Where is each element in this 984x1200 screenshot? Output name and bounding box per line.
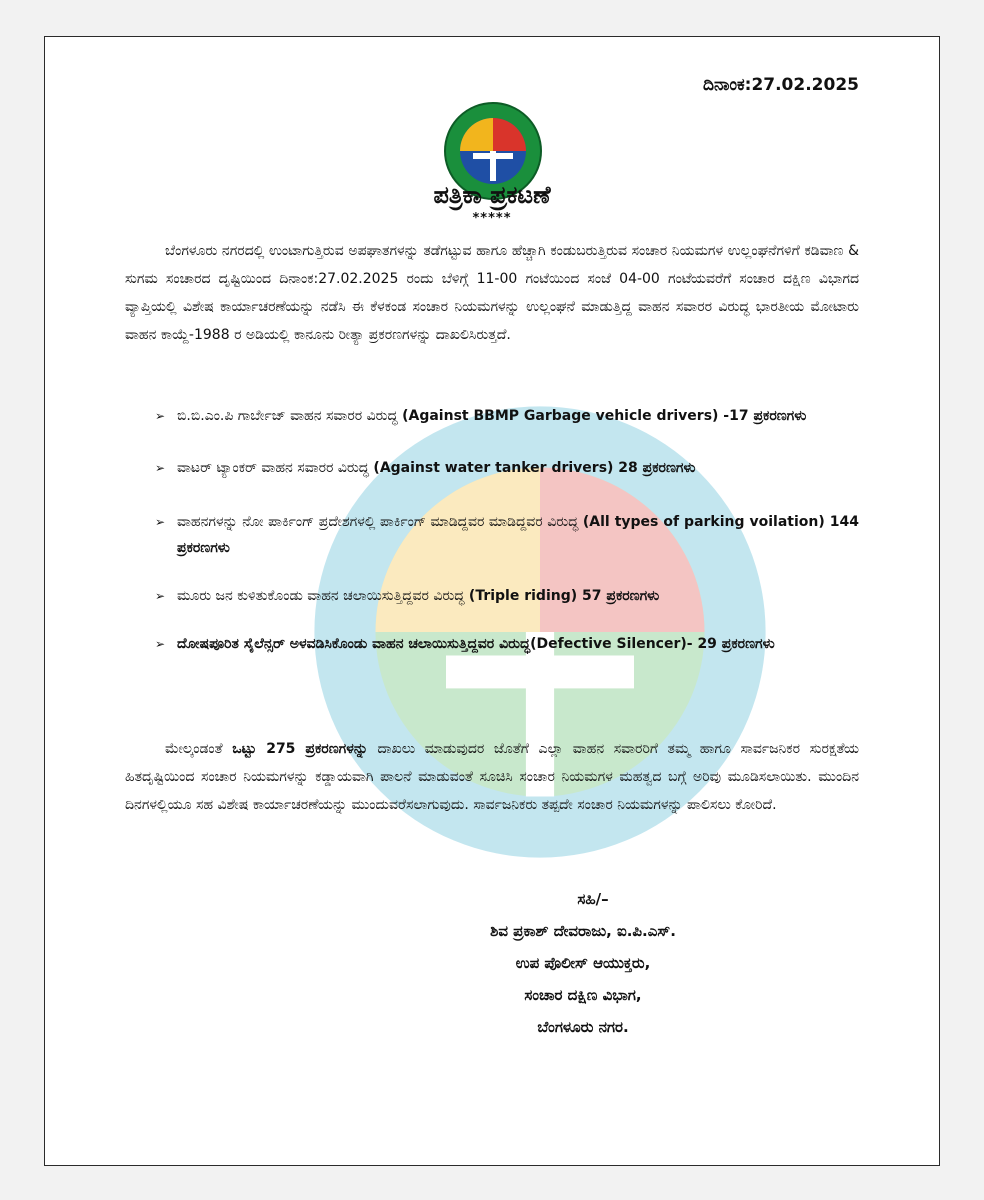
page-title: ಪತ್ರಿಕಾ ಪ್ರಕಟಣೆ — [433, 181, 551, 209]
document-content — [45, 37, 939, 1165]
bullet-bold-text: ದೋಷಪೂರಿತ ಸೈಲೆನ್ಸರ್ ಅಳವಡಿಸಿಕೊಂಡು ವಾಹನ ಚಲಾಯಿಸುತ್ತಿದ್ದವರ ವಿರುದ್ಧ(Defective Silencer)- 29 ಪ್ರಕರಣಗಳು — [177, 636, 775, 652]
list-item — [155, 631, 859, 657]
date-line: ದಿನಾಂಕ:27.02.2025 — [703, 75, 859, 95]
bullet-arrow-icon: ➢ — [155, 461, 166, 475]
list-item — [155, 583, 859, 609]
list-item — [155, 403, 859, 429]
press-release-page — [44, 36, 940, 1166]
officer-name: ಶಿವ ಪ್ರಕಾಶ್ ದೇವರಾಜು, ಐ.ಪಿ.ಎಸ್. — [490, 922, 676, 940]
officer-designation: ಉಪ ಪೊಲೀಸ್ ಆಯುಕ್ತರು, — [515, 954, 651, 972]
title-stars: ***** — [472, 211, 512, 226]
signature-sd: ಸಹಿ/– — [577, 890, 609, 908]
officer-city: ಬೆಂಗಳೂರು ನಗರ. — [537, 1018, 629, 1036]
bullet-text: ವಾಟರ್ ಟ್ಯಾಂಕರ್ ವಾಹನ ಸವಾರರ ವಿರುದ್ಧ — [177, 460, 374, 476]
bullet-bold-text: (Triple riding) 57 ಪ್ರಕರಣಗಳು — [468, 588, 660, 604]
bullet-bold-text: (Against water tanker drivers) 28 ಪ್ರಕರಣಗಳು — [373, 460, 696, 476]
bullet-arrow-icon: ➢ — [155, 515, 166, 529]
summary-paragraph — [125, 735, 859, 819]
summary-text-pre: ಮೇಲ್ಕಂಡಂತೆ — [165, 741, 233, 757]
intro-paragraph: ಬೆಂಗಳೂರು ನಗರದಲ್ಲಿ ಉಂಟಾಗುತ್ತಿರುವ ಅಪಘಾತಗಳನ್ನು ತಡೆಗಟ್ಟುವ ಹಾಗೂ ಹೆಚ್ಚಾಗಿ ಕಂಡುಬರುತ್ತಿರುವ ಸಂಚಾರ ನಿಯಮಗಳ ಉಲ್ಲಂಘನೆಗಳಿಗೆ ಕಡಿವಾಣ & ಸುಗಮ ಸಂಚಾರದ ದೃಷ್ಟಿಯಿಂದ ದಿನಾಂಕ:27.02.2025 ರಂದು ಬೆಳಿಗ್ಗೆ 11-00 ಗಂಟೆಯಿಂದ ಸಂಜೆ 04-00 ಗಂಟೆಯವರೆಗೆ ಸಂಚಾರ ದಕ್ಷಿಣ ವಿಭಾಗದ ವ್ಯಾಪ್ತಿಯಲ್ಲಿ ವಿಶೇಷ ಕಾರ್ಯಾಚರಣೆಯನ್ನು ನಡೆಸಿ ಈ ಕೆಳಕಂಡ ಸಂಚಾರ ನಿಯಮಗಳನ್ನು ಉಲ್ಲಂಘನೆ ಮಾಡುತ್ತಿದ್ದ ವಾಹನ ಸವಾರರ ವಿರುದ್ಧ ಭಾರತೀಯ ಮೋಟಾರು ವಾಹನ ಕಾಯ್ದೆ-1988 ರ ಅಡಿಯಲ್ಲಿ ಕಾನೂನು ರೀತ್ಯಾ ಪ್ರಕರಣಗಳನ್ನು ದಾಖಲಿಸಿರುತ್ತದೆ. — [125, 243, 859, 343]
bullet-text: ಬಿ.ಬಿ.ಎಂ.ಪಿ ಗಾರ್ಬೇಜ್ ವಾಹನ ಸವಾರರ ವಿರುದ್ಧ — [177, 408, 403, 424]
list-item — [155, 455, 859, 481]
bullet-bold-text: (All types of parking voilation) 144 ಪ್ರಕರಣಗಳು — [177, 514, 859, 556]
case-list — [155, 403, 859, 657]
bullet-text: ವಾಹನಗಳನ್ನು ನೋ ಪಾರ್ಕಿಂಗ್ ಪ್ರದೇಶಗಳಲ್ಲಿ ಪಾರ್ಕಿಂಗ್ ಮಾಡಿದ್ದವರ ಮಾಡಿದ್ದವರ ವಿರುದ್ಧ — [177, 514, 583, 530]
bullet-text: ಮೂರು ಜನ ಕುಳಿತುಕೊಂಡು ವಾಹನ ಚಲಾಯಿಸುತ್ತಿದ್ದವರ ವಿರುದ್ಧ — [177, 588, 469, 604]
bullet-arrow-icon: ➢ — [155, 409, 166, 423]
bullet-bold-text: (Against BBMP Garbage vehicle drivers) -17 ಪ್ರಕರಣಗಳು — [402, 408, 807, 424]
officer-division: ಸಂಚಾರ ದಕ್ಷಿಣ ವಿಭಾಗ, — [524, 986, 642, 1004]
list-item — [155, 509, 859, 561]
summary-total-cases: ಒಟ್ಟು 275 ಪ್ರಕರಣಗಳನ್ನು — [232, 741, 368, 757]
bullet-arrow-icon: ➢ — [155, 589, 166, 603]
signature-block — [45, 883, 940, 1043]
bullet-arrow-icon: ➢ — [155, 637, 166, 651]
summary-text-post: ದಾಖಲು ಮಾಡುವುದರ ಜೊತೆಗೆ ಎಲ್ಲಾ ವಾಹನ ಸವಾರರಿಗೆ ತಮ್ಮ ಹಾಗೂ ಸಾರ್ವಜನಿಕರ ಸುರಕ್ಷತೆಯ ಹಿತದೃಷ್ಟಿಯಿಂದ ಸಂಚಾರ ನಿಯಮಗಳನ್ನು ಕಡ್ಡಾಯವಾಗಿ ಪಾಲನೆ ಮಾಡುವಂತೆ ಸೂಚಿಸಿ ಸಂಚಾರ ನಿಯಮಗಳ ಮಹತ್ವದ ಬಗ್ಗೆ ಅರಿವು ಮೂಡಿಸಲಾಯಿತು. ಮುಂದಿನ ದಿನಗಳಲ್ಲಿಯೂ ಸಹ ವಿಶೇಷ ಕಾರ್ಯಾಚರಣೆಯನ್ನು ಮುಂದುವರೆಸಲಾಗುವುದು. ಸಾರ್ವಜನಿಕರು ತಪ್ಪದೇ ಸಂಚಾರ ನಿಯಮಗಳನ್ನು ಪಾಲಿಸಲು ಕೋರಿದೆ. — [125, 741, 859, 813]
